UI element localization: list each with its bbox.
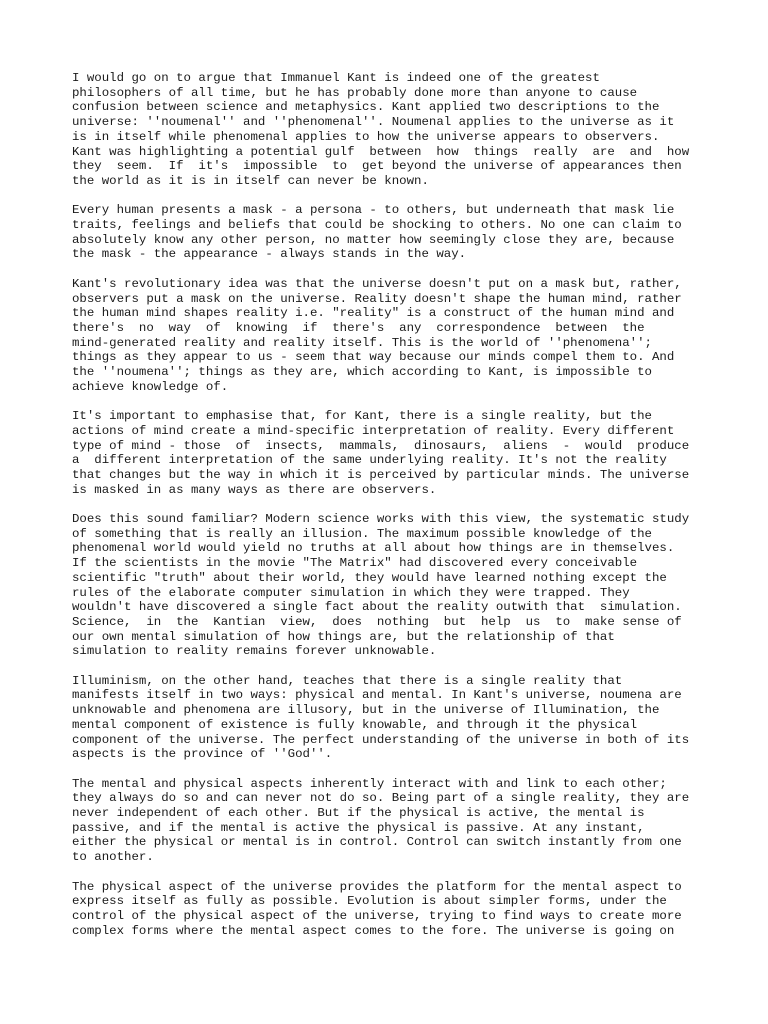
paragraph-human-mask: Every human presents a mask - a persona - to others, but underneath that mask lie traits, feelings and beliefs that could be shocking to others. No one can claim to absolutely know any other person, no matter how seemingly close they are, because the mask - the appearance - always stands in the way.	[72, 203, 682, 262]
paragraph-mental-physical-aspects: The mental and physical aspects inherently interact with and link to each other; they always do so and can never not do so. Being part of a single reality, they are never independent of each other. But if the physical is active, the mental is passive, and if the mental is active the physical is passive. At any instant, either the physical or mental is in control. Control can switch instantly from one to another.	[72, 776, 690, 865]
paragraph-physical-platform: The physical aspect of the universe provides the platform for the mental aspect to express itself as fully as possible. Evolution is about simpler forms, under the control of the physical aspect of the universe, trying to find ways to create more complex forms where the mental aspect comes to the fore. The universe is going on	[72, 879, 682, 938]
paragraph-kant-noumenal-phenomenal: I would go on to argue that Immanuel Kant is indeed one of the greatest philosophers of all time, but he has probably done more than anyone to cause confusion between science and metaphysics. Kant applied two descriptions to the universe: ''noumenal'' and ''phenomenal''. Noumenal applies to the universe as it is in itself while phenomenal applies to how the universe appears to observers. Kant was highlighting a potential gulf between how things really are and how they seem. If it's impossible to get beyond the universe of appearances then the world as it is in itself can never be known.	[72, 71, 690, 188]
paragraph-modern-science: Does this sound familiar? Modern science works with this view, the systematic study of something that is really an illusion. The maximum possible knowledge of the phenomenal world would yield no truths at all about how things are in themselves. If the scientists in the movie "The Matrix" had discovered every conceivable scientific "truth" about their world, they would have learned nothing except the rules of the elaborate computer simulation in which they were trapped. They wouldn't have discovered a single fact about the reality outwith that simulation. Science, in the Kantian view, does nothing but help us to make sense of our own mental simulation of how things are, but the relationship of that simulation to reality remains forever unknowable.	[72, 512, 690, 659]
paragraph-single-reality: It's important to emphasise that, for Kant, there is a single reality, but the actions of mind create a mind-specific interpretation of reality. Every different type of mind - those of insects, mammals, dinosaurs, aliens - would produce a different interpretation of the same underlying reality. It's not the reality that changes but the way in which it is perceived by particular minds. The universe is masked in as many ways as there are observers.	[72, 409, 690, 497]
paragraph-kant-revolutionary-idea: Kant's revolutionary idea was that the universe doesn't put on a mask but, rather, observers put a mask on the universe. Reality doesn't shape the human mind, rather the human mind shapes reality i.e. "reality" is a construct of the human mind and there's no way of knowing if there's any correspondence between the mind-generated reality and reality itself. This is the world of ''phenomena''; things as they appear to us - seem that way because our minds compel them to. And the ''noumena''; things as they are, which according to Kant, is impossible to achieve knowledge of.	[72, 276, 682, 394]
paragraph-illuminism: Illuminism, on the other hand, teaches that there is a single reality that manifests itself in two ways: physical and mental. In Kant's universe, noumena are unknowable and phenomena are illusory, but in the universe of Illumination, the mental component of existence is fully knowable, and through it the physical component of the universe. The perfect understanding of the universe in both of its aspects is the province of ''God''.	[72, 673, 690, 762]
document-page	[72, 71, 692, 953]
